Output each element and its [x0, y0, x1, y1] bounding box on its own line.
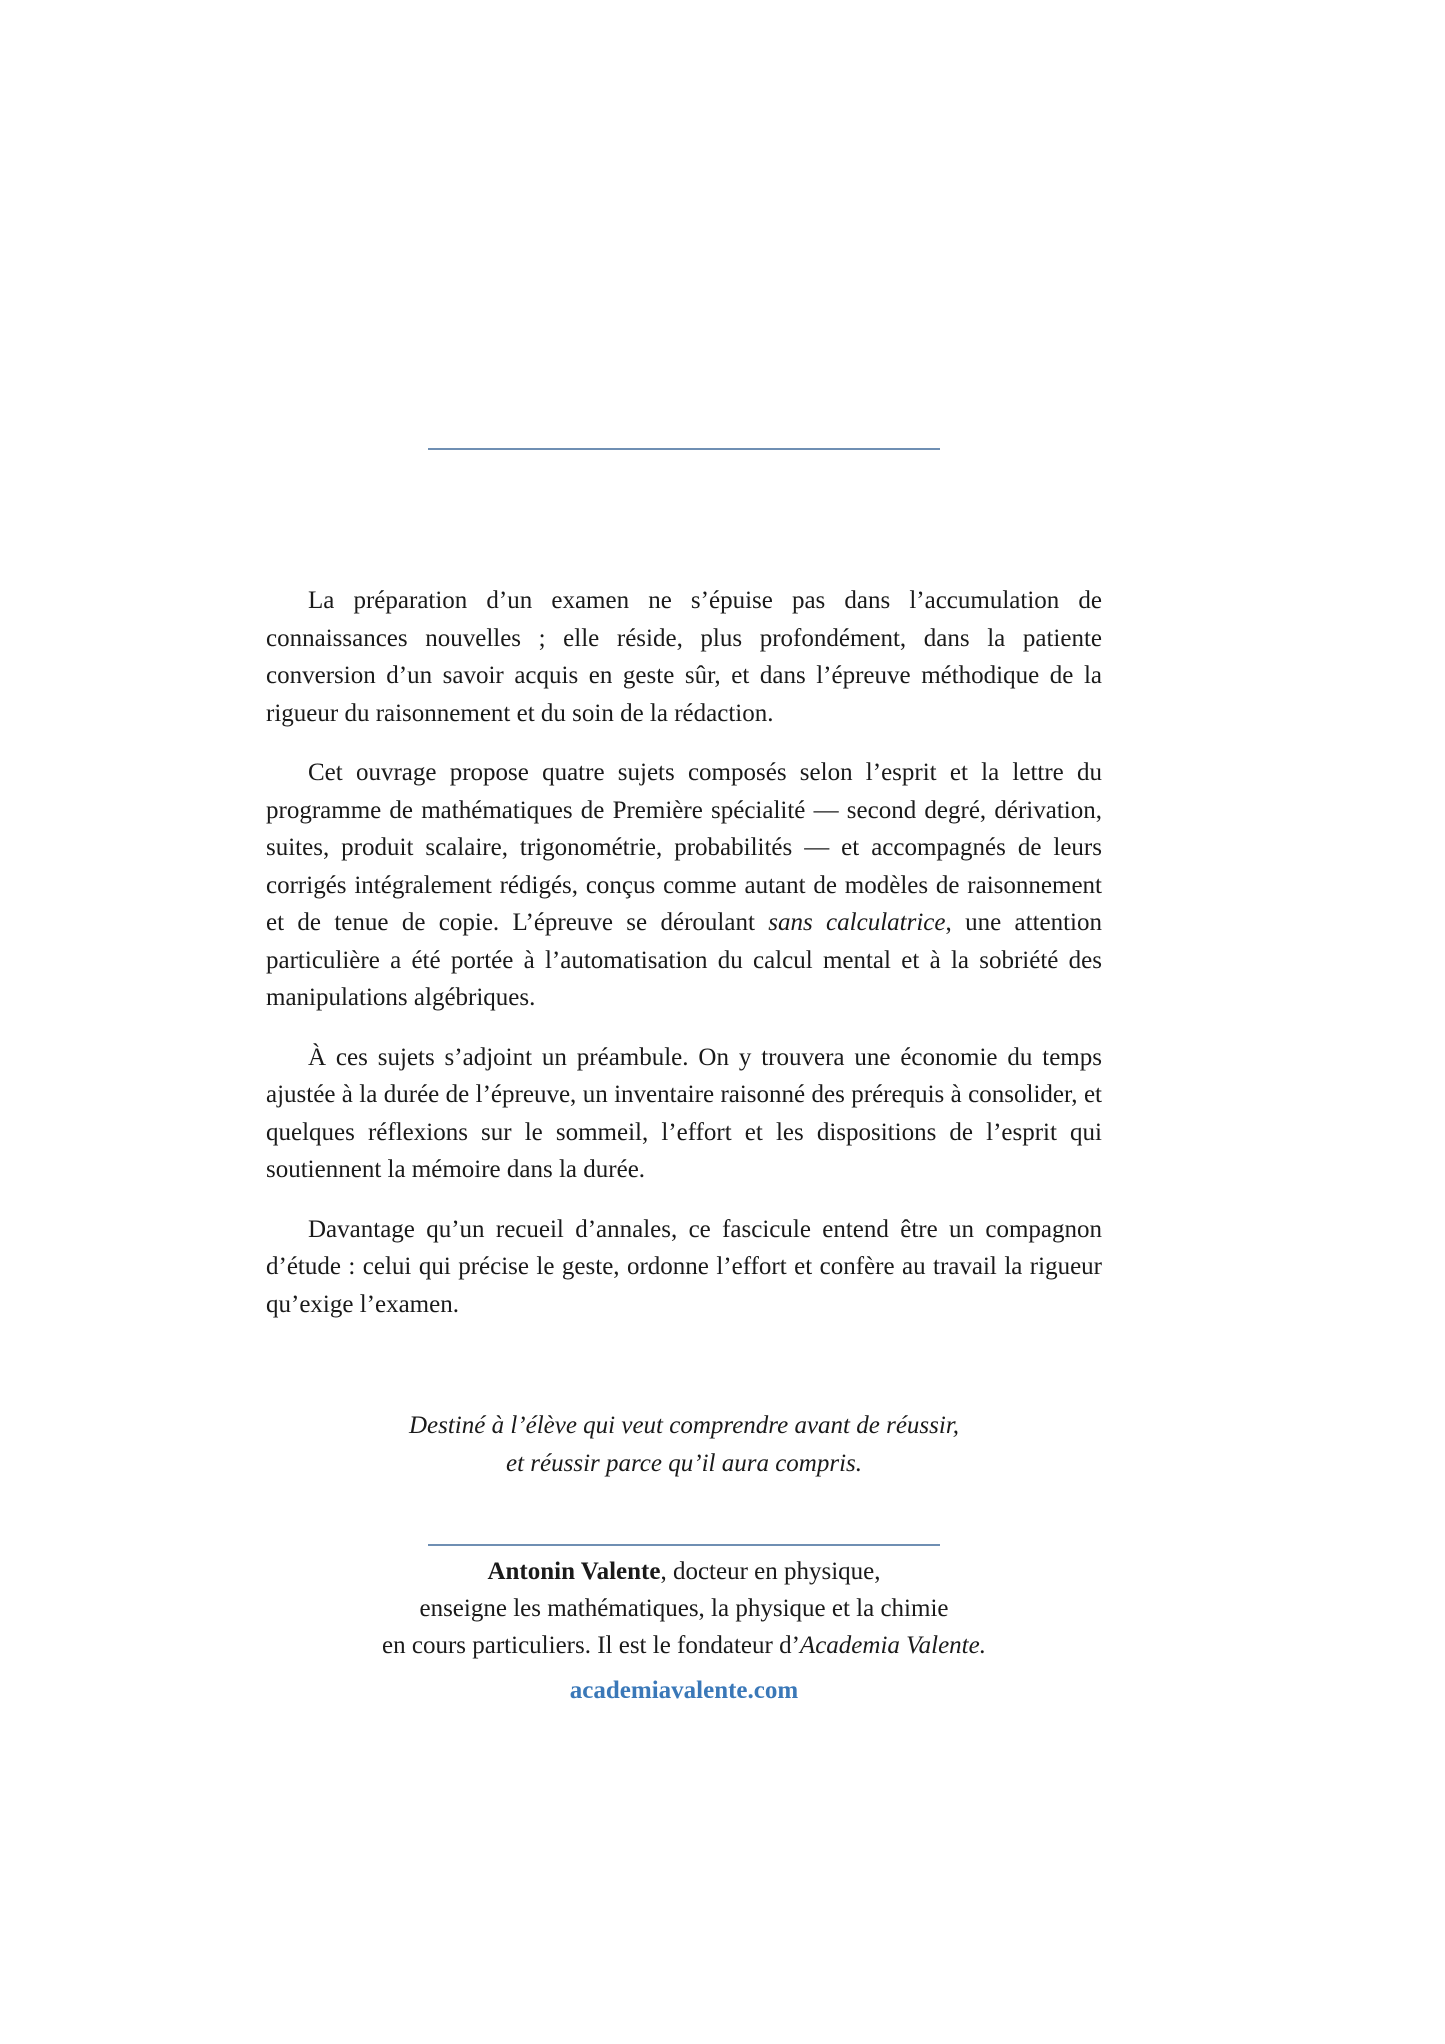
author-title: , docteur en physique,	[660, 1558, 881, 1585]
epigraph-line-1: Destiné à l’élève qui veut comprendre avant de réussir,	[408, 1412, 960, 1439]
epigraph-line-2: et réussir parce qu’il aura compris.	[506, 1449, 862, 1477]
intro-text-block	[266, 582, 1102, 1345]
bottom-divider-rule	[428, 1544, 940, 1546]
intro-paragraph-2-part-2: , une attention particulière a été portée à l’automatisation du calcul mental et à la sobriété des manipulations algébriques.	[266, 909, 1102, 1011]
intro-paragraph-3: À ces sujets s’adjoint un préambule. On y trouvera une économie du temps ajustée à la durée de l’épreuve, un inventaire raisonné des prérequis à consolider, et quelques réflexions sur le sommeil, l’effort et les dispositions de l’esprit qui soutiennent la mémoire dans la durée.	[266, 1043, 1102, 1183]
intro-paragraph-2-part-1: Cet ouvrage propose quatre sujets composés selon l’esprit et la lettre du programme de mathématiques de Première spécialité — second degré, dérivation, suites, produit scalaire, trigonométrie, probabilités — et accompagnés de leurs corrigés intégralement rédigés, conçus comme autant de modèles de raisonnement et de tenue de copie. L’épreuve se déroulant	[266, 759, 1102, 936]
website-link[interactable]: academiavalente.com	[569, 1677, 799, 1704]
author-bio	[266, 1553, 1102, 1664]
author-name: Antonin Valente	[487, 1558, 661, 1585]
author-bio-line-2: enseigne les mathématiques, la physique et la chimie	[419, 1595, 949, 1622]
intro-paragraph-4: Davantage qu’un recueil d’annales, ce fascicule entend être un compagnon d’étude : celui qui précise le geste, ordonne l’effort et confère au travail la rigueur qu’exige l’examen.	[266, 1215, 1102, 1318]
intro-paragraph-2	[266, 754, 1102, 1017]
epigraph	[266, 1407, 1102, 1482]
author-bio-line-1	[266, 1553, 1102, 1590]
academy-name: Academia Valente.	[799, 1632, 986, 1659]
intro-paragraph-1: La préparation d’un examen ne s’épuise pas dans l’accumulation de connaissances nouvelles ; elle réside, plus profondément, dans la patiente conversion d’un savoir acquis en geste sûr, et dans l’épreuve méthodique de la rigueur du raisonnement et du soin de la rédaction.	[266, 587, 1102, 727]
top-divider-rule	[428, 448, 940, 450]
sans-calculatrice-emphasis: sans calculatrice	[768, 909, 946, 936]
author-bio-line-3-text: en cours particuliers. Il est le fondateur d’	[382, 1632, 800, 1659]
author-bio-line-3	[266, 1627, 1102, 1664]
